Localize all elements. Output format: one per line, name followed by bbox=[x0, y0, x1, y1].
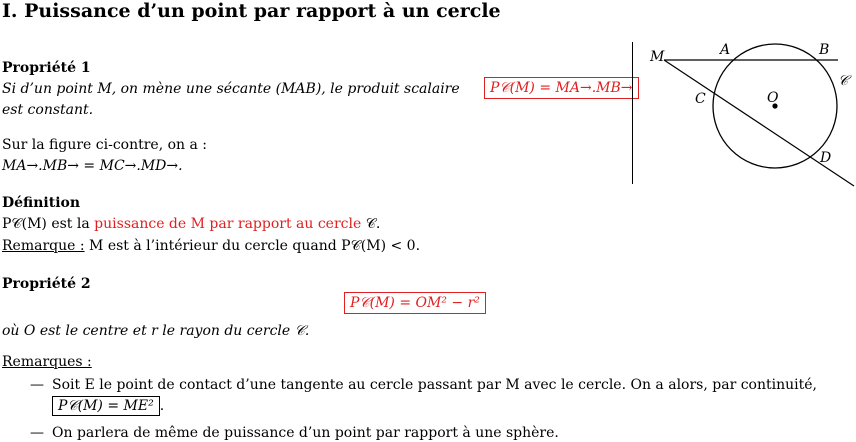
remark-item-1-end: . bbox=[159, 398, 165, 414]
property-2-formula-box: P𝒞(M) = OM² − r² bbox=[344, 292, 486, 314]
definition-post: 𝒞. bbox=[365, 216, 381, 232]
definition-remark bbox=[2, 237, 420, 255]
remarks-label: Remarques : bbox=[2, 354, 92, 370]
section-title: I. Puissance d’un point par rapport à un cercle bbox=[2, 0, 501, 22]
remark-item-1-formula-line bbox=[52, 397, 164, 415]
property-2-text: où O est le centre et r le rayon du cercle 𝒞. bbox=[2, 323, 310, 339]
label-M: M bbox=[650, 49, 665, 65]
definition-heading: Définition bbox=[2, 195, 81, 211]
figure-note-line: Sur la figure ci-contre, on a : bbox=[2, 137, 208, 153]
label-B: B bbox=[819, 42, 830, 58]
property-1-text: Si d’un point M, on mène une sécante (MAB), le produit scalaire bbox=[2, 81, 460, 97]
remark-text: M est à l’intérieur du cercle quand P𝒞(M) < 0. bbox=[89, 238, 421, 254]
figure-note-equality: MA→.MB→ = MC→.MD→. bbox=[2, 158, 183, 174]
remark-dash-1: — bbox=[30, 377, 44, 393]
remark-dash-2: — bbox=[30, 425, 44, 441]
definition-pre: P𝒞(M) est la bbox=[2, 216, 90, 232]
property-1-heading: Propriété 1 bbox=[2, 60, 91, 76]
property-1-formula-box: P𝒞(M) = MA→.MB→ bbox=[484, 77, 639, 99]
figure-separator bbox=[632, 42, 633, 184]
label-D: D bbox=[820, 150, 832, 166]
label-A: A bbox=[720, 42, 731, 58]
definition-line bbox=[2, 215, 380, 233]
remark-item-1-formula-box: P𝒞(M) = ME² bbox=[52, 396, 160, 416]
label-O: O bbox=[767, 90, 779, 106]
remark-label: Remarque : bbox=[2, 238, 85, 254]
secant-diagram bbox=[640, 36, 856, 190]
secant-line-MCD bbox=[664, 60, 854, 186]
remark-item-2: On parlera de même de puissance d’un point par rapport à une sphère. bbox=[52, 425, 559, 441]
label-C: C bbox=[695, 91, 706, 107]
definition-highlight: puissance de M par rapport au cercle bbox=[94, 216, 362, 232]
label-circle: 𝒞 bbox=[838, 73, 849, 89]
remark-item-1: Soit E le point de contact d’une tangente au cercle passant par M avec le cercle. On a alors, par continuité, bbox=[52, 377, 817, 393]
property-2-heading: Propriété 2 bbox=[2, 276, 91, 292]
property-1-text-end: est constant. bbox=[2, 102, 94, 118]
